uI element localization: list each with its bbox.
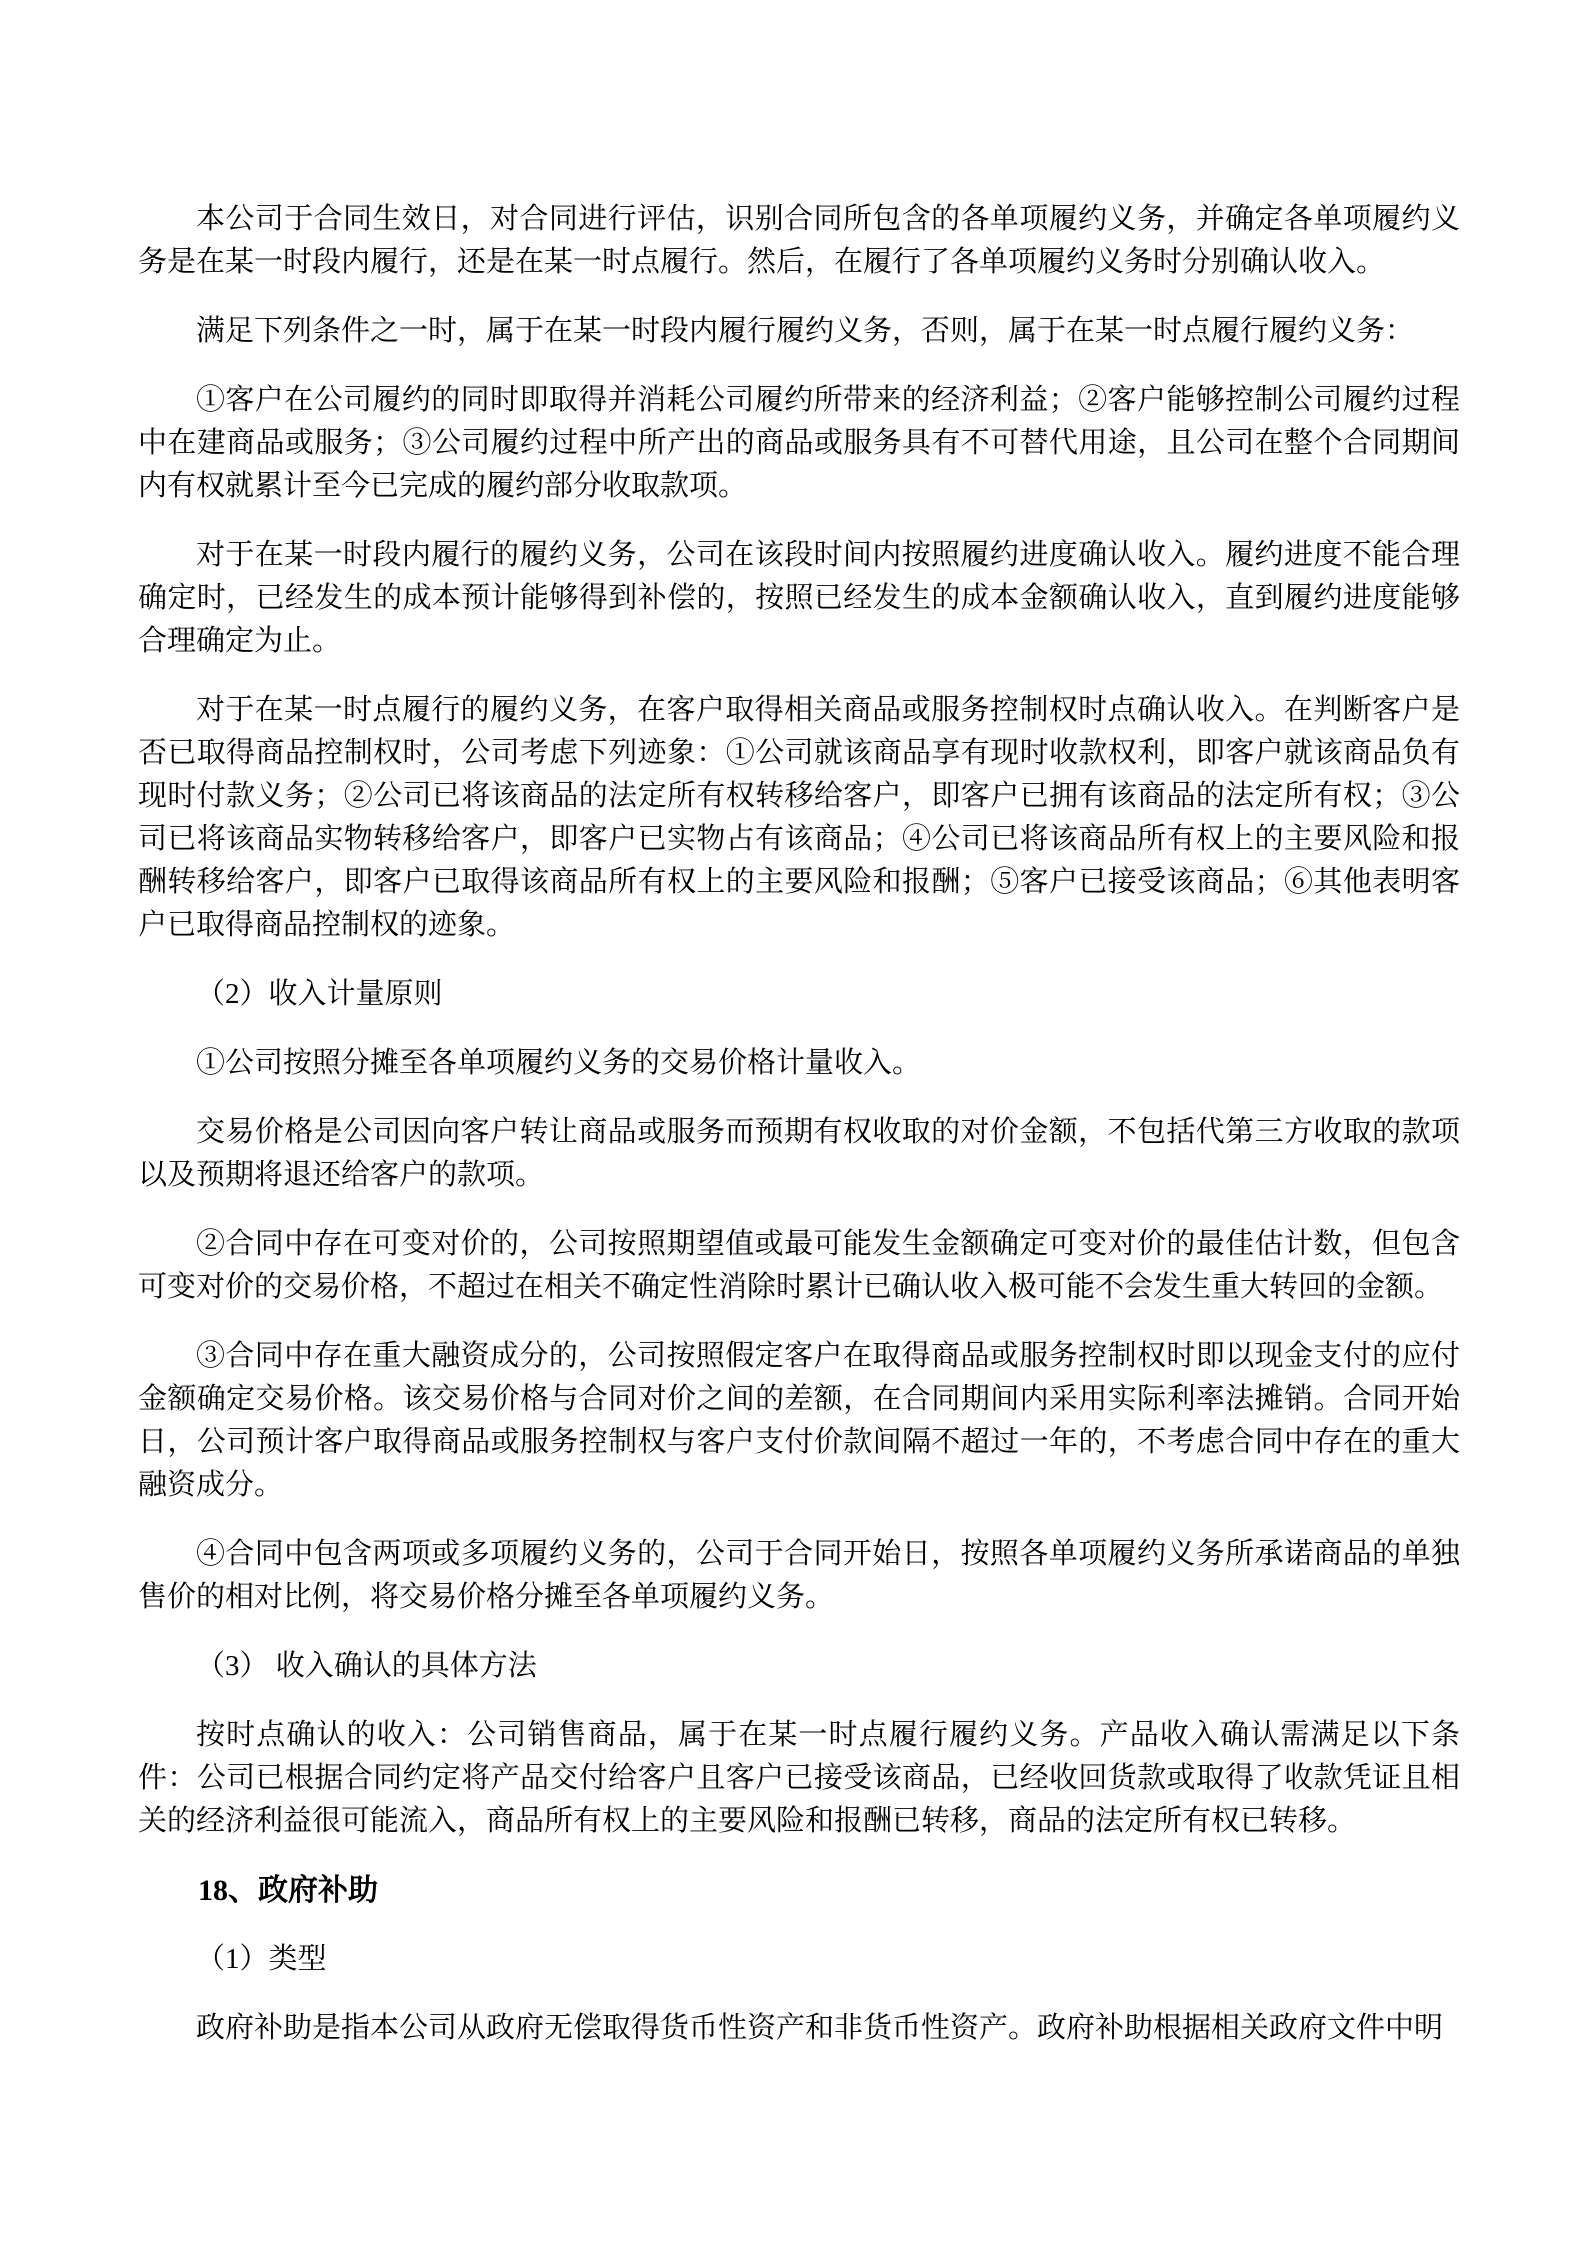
paragraph: 交易价格是公司因向客户转让商品或服务而预期有权收取的对价金额，不包括代第三方收取的款项以及预期将退还给客户的款项。 [138, 1116, 1460, 1191]
paragraph: （1）类型 [196, 1943, 327, 1975]
paragraph: ③合同中存在重大融资成分的，公司按照假定客户在取得商品或服务控制权时即以现金支付的应付金额确定交易价格。该交易价格与合同对价之间的差额，在合同期间内采用实际利率法摊销。合同开始日，公司预计客户取得商品或服务控制权与客户支付价款间隔不超过一年的，不考虑合同中存在的重大融资成分。 [138, 1340, 1460, 1501]
paragraph: （2）收入计量原则 [196, 978, 443, 1010]
paragraph: 本公司于合同生效日，对合同进行评估，识别合同所包含的各单项履约义务，并确定各单项履约义务是在某一时段内履行，还是在某一时点履行。然后，在履行了各单项履约义务时分别确认收入。 [138, 203, 1460, 278]
paragraph: ①客户在公司履约的同时即取得并消耗公司履约所带来的经济利益；②客户能够控制公司履约过程中在建商品或服务；③公司履约过程中所产出的商品或服务具有不可替代用途，且公司在整个合同期间内有权就累计至今已完成的履约部分收取款项。 [138, 384, 1460, 502]
paragraph: ②合同中存在可变对价的，公司按照期望值或最可能发生金额确定可变对价的最佳估计数，但包含可变对价的交易价格，不超过在相关不确定性消除时累计已确认收入极可能不会发生重大转回的金额。 [138, 1228, 1460, 1303]
paragraph: ④合同中包含两项或多项履约义务的，公司于合同开始日，按照各单项履约义务所承诺商品的单独售价的相对比例，将交易价格分摊至各单项履约义务。 [138, 1538, 1460, 1613]
paragraph: 对于在某一时点履行的履约义务，在客户取得相关商品或服务控制权时点确认收入。在判断客户是否已取得商品控制权时，公司考虑下列迹象：①公司就该商品享有现时收款权利，即客户就该商品负有现时付款义务；②公司已将该商品的法定所有权转移给客户，即客户已拥有该商品的法定所有权；③公司已将该商品实物转移给客户，即客户已实物占有该商品；④公司已将该商品所有权上的主要风险和报酬转移给客户，即客户已取得该商品所有权上的主要风险和报酬；⑤客户已接受该商品；⑥其他表明客户已取得商品控制权的迹象。 [138, 694, 1460, 941]
paragraph: 按时点确认的收入：公司销售商品，属于在某一时点履行履约义务。产品收入确认需满足以下条件：公司已根据合同约定将产品交付给客户且客户已接受该商品，已经收回货款或取得了收款凭证且相关的经济利益很可能流入，商品所有权上的主要风险和报酬已转移，商品的法定所有权已转移。 [138, 1719, 1460, 1837]
paragraph: 满足下列条件之一时，属于在某一时段内履行履约义务，否则，属于在某一时点履行履约义务： [196, 315, 1415, 347]
paragraph: 政府补助是指本公司从政府无偿取得货币性资产和非货币性资产。政府补助根据相关政府文件中明 [196, 2012, 1444, 2044]
document-content [138, 198, 1460, 2050]
paragraph: （3） 收入确认的具体方法 [196, 1650, 537, 1682]
paragraph: 对于在某一时段内履行的履约义务，公司在该段时间内按照履约进度确认收入。履约进度不能合理确定时，已经发生的成本预计能够得到补偿的，按照已经发生的成本金额确认收入，直到履约进度能够合理确定为止。 [138, 539, 1460, 657]
paragraph: ①公司按照分摊至各单项履约义务的交易价格计量收入。 [196, 1047, 922, 1079]
section-heading: 18、政府补助 [198, 1874, 378, 1907]
